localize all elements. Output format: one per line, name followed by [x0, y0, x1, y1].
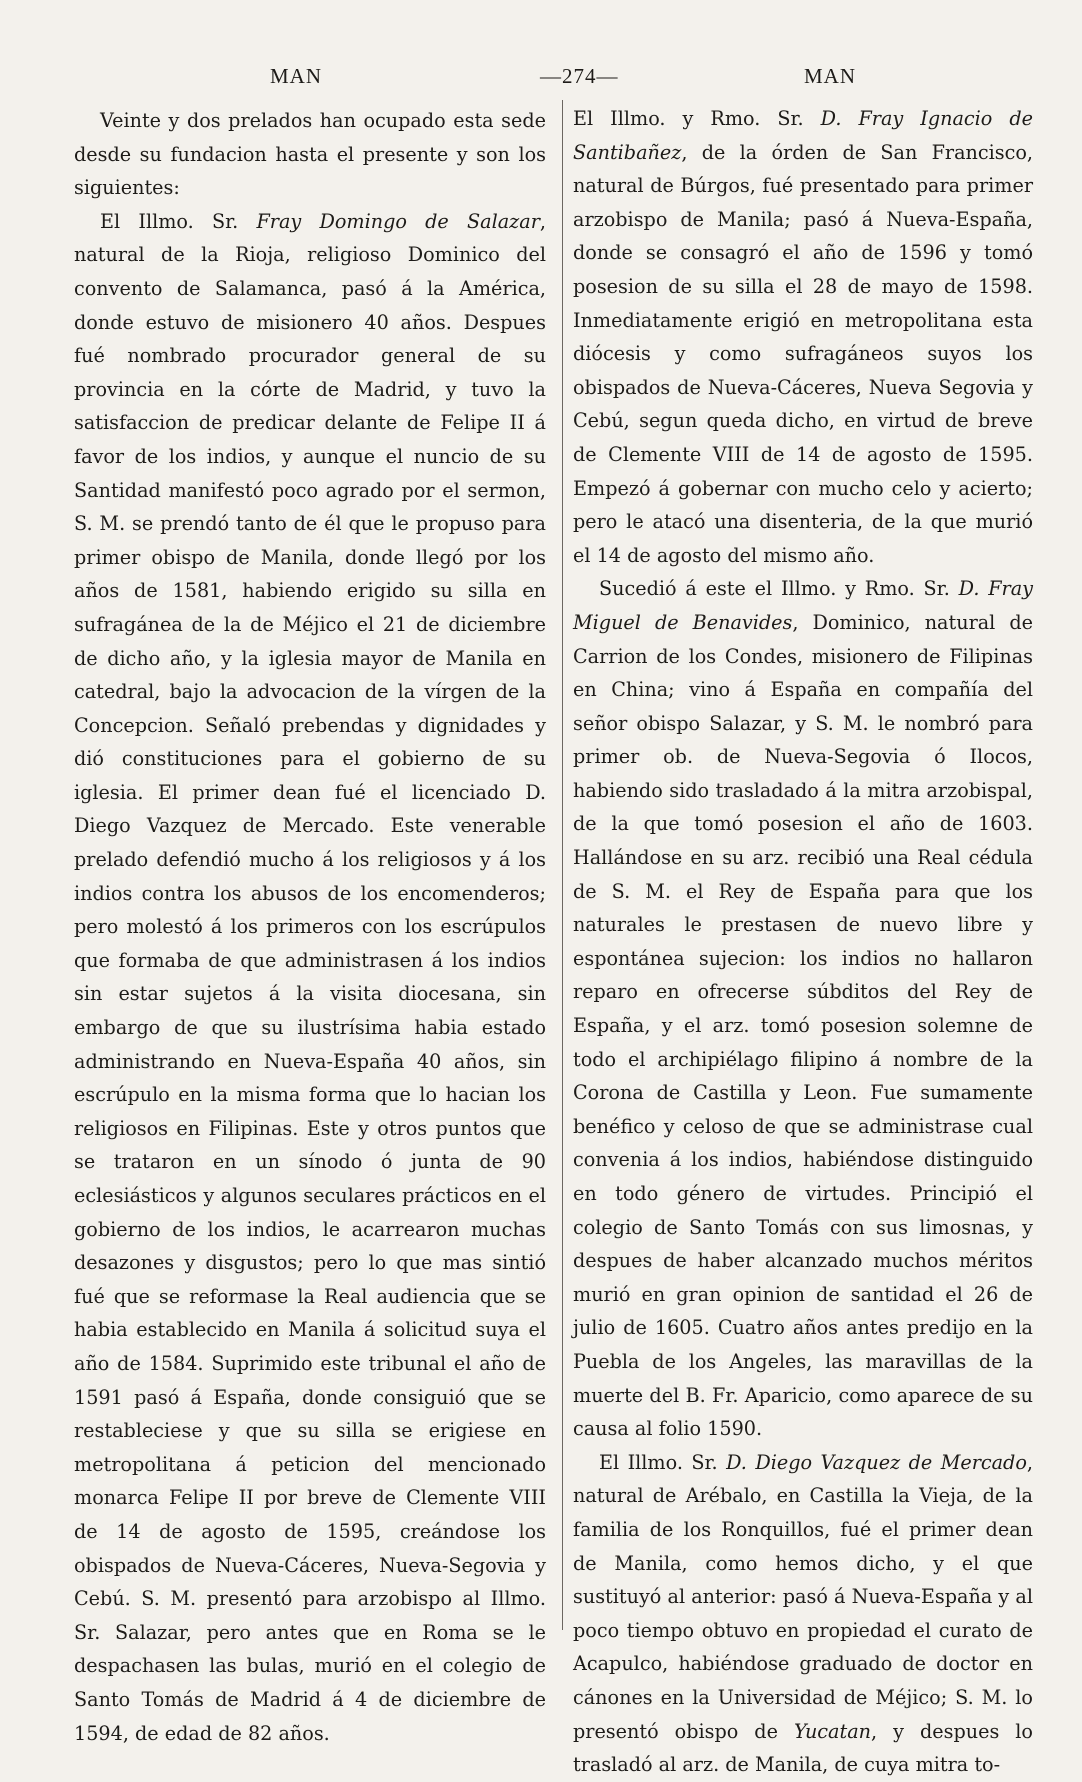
prelate-name: D. Fray Ignacio de Santibañez [573, 107, 1033, 164]
paragraph: Veinte y dos prelados han ocupado esta sede desde su fundacion hasta el presente y son los siguientes: [74, 109, 546, 200]
honorific: El Illmo. y Rmo. Sr. [573, 107, 804, 130]
paragraph-text: , de la órden de San Francisco, natural de Búrgos, fué presentado para primer arzobispo de Manila; pasó á Nueva-España, donde se consagró el año de 1596 y tomó posesion de su silla el 28 de mayo de 1598. Inmediatamente erigió en metropolitana esta diócesis y como sufragáneos suyos los obispados de Nueva-Cáceres, Nueva Segovia y Cebú, segun queda dicho, en virtud de breve de Clemente VIII de 14 de agosto de 1595. Empezó á gobernar con mucho celo y acierto; pero le atacó una disenteria, de la que murió el 14 de agosto del mismo año. [573, 140, 1033, 567]
paragraph-text: , Dominico, natural de Carrion de los Condes, misionero de Filipinas en China; vino á España en compañía del señor obispo Salazar, y S. M. le nombró para primer ob. de Nueva-Segovia ó Ilocos, habiendo sido trasladado á la mitra arzobispal, de la que tomó posesion el año de 1603. Hallándose en su arz. recibió una Real cédula de S. M. el Rey de España para que los naturales le prestasen de nuevo libre y espontánea sujecion: los indios no hallaron reparo en ofrecerse súbditos del Rey de España, y el arz. tomó posesion solemne de todo el archipiélago filipino á nombre de la Corona de Castilla y Leon. Fue sumamente benéfico y celoso de que se administrase cual convenia á los indios, habiéndose distinguido en todo género de virtudes. Principió el colegio de Santo Tomás con sus limosnas, y despues de haber alcanzado muchos méritos murió en gran opinion de santidad el 26 de julio de 1605. Cuatro años antes predijo en la Puebla de los Angeles, las maravillas de la muerte del B. Fr. Aparicio, como aparece de su causa al folio 1590. [573, 610, 1033, 1441]
paragraph [573, 1446, 1033, 1782]
running-head-left: MAN [270, 64, 323, 88]
prelate-name: D. Fray Miguel de Benavides [573, 577, 1034, 634]
honorific: Sucedió á este el Illmo. y Rmo. Sr. [599, 577, 950, 601]
running-head-right: MAN [804, 64, 857, 88]
paragraph-text: , natural de la Rioja, religioso Dominico del convento de Salamanca, pasó á la América, donde estuvo de misionero 40 años. Despues fué nombrado procurador general de su provincia en la córte de Madrid, y tuvo la satisfaccion de predicar delante de Felipe II á favor de los indios, y aunque el nuncio de su Santidad manifestó poco agrado por el sermon, S. M. se prendó tanto de él que le propuso para primer obispo de Manila, donde llegó por los años de 1581, habiendo erigido su silla en sufragánea de la de Méjico el 21 de diciembre de dicho año, y la iglesia mayor de Manila en catedral, bajo la advocacion de la vírgen de la Concepcion. Señaló prebendas y dignidades y dió constituciones para el gobierno de su iglesia. El primer dean fué el licenciado D. Diego Vazquez de Mercado. Este venerable prelado defendió mucho á los religiosos y á los indios contra los abusos de los encomenderos; pero molestó á los primeros con los escrúpulos que formaba de que administrasen á los indios sin estar sujetos á la visita diocesana, sin embargo de que su ilustrísima habia estado administrando en Nueva-España 40 años, sin escrúpulo en la misma forma que lo hacian los religiosos en Filipinas. Este y otros puntos que se trataron en un sínodo ó junta de 90 eclesiásticos y algunos seculares prácticos en el gobierno de los indios, le acarrearon muchas desazones y disgustos; pero lo que mas sintió fué que se reformase la Real audiencia que se habia establecido en Manila á solicitud suya el año de 1584. Suprimido este tribunal el año de 1591 pasó á España, donde consiguió que se restableciese y que su silla se erigiese en metropolitana á peticion del mencionado monarca Felipe II por breve de Clemente VIII de 14 de agosto de 1595, creándose los obispados de Nueva-Cáceres, Nueva-Segovia y Cebú. S. M. presentó para arzobispo al Illmo. Sr. Salazar, pero antes que en Roma se le despachasen las bulas, murió en el colegio de Santo Tomás de Madrid á 4 de diciembre de 1594, de edad de 82 años. [74, 209, 546, 1745]
honorific: El Illmo. Sr. [599, 1450, 718, 1474]
paragraph-text: , y despues lo trasladó al arz. de Manila, de cuya mitra to- [573, 1719, 1033, 1777]
paragraph [573, 102, 1033, 572]
place-name: Yucatan [793, 1719, 872, 1743]
page-number: —274— [540, 64, 619, 88]
prelate-name: Fray Domingo de Salazar [256, 209, 540, 233]
honorific: El Illmo. Sr. [100, 209, 239, 233]
left-column [74, 104, 546, 1750]
paragraph [573, 572, 1033, 1445]
running-head [0, 64, 1082, 94]
prelate-name: D. Diego Vazquez de Mercado [726, 1450, 1027, 1474]
column-divider [562, 100, 563, 1630]
right-column [573, 102, 1033, 1782]
paragraph [74, 205, 546, 1750]
paragraph-text: , natural de Arébalo, en Castilla la Vieja, de la familia de los Ronquillos, fué el primer dean de Manila, como hemos dicho, y el que sustituyó al anterior: pasó á Nueva-España y al poco tiempo obtuvo en propiedad el curato de Acapulco, habiéndose graduado de doctor en cánones en la Universidad de Méjico; S. M. lo presentó obispo de [573, 1450, 1034, 1743]
